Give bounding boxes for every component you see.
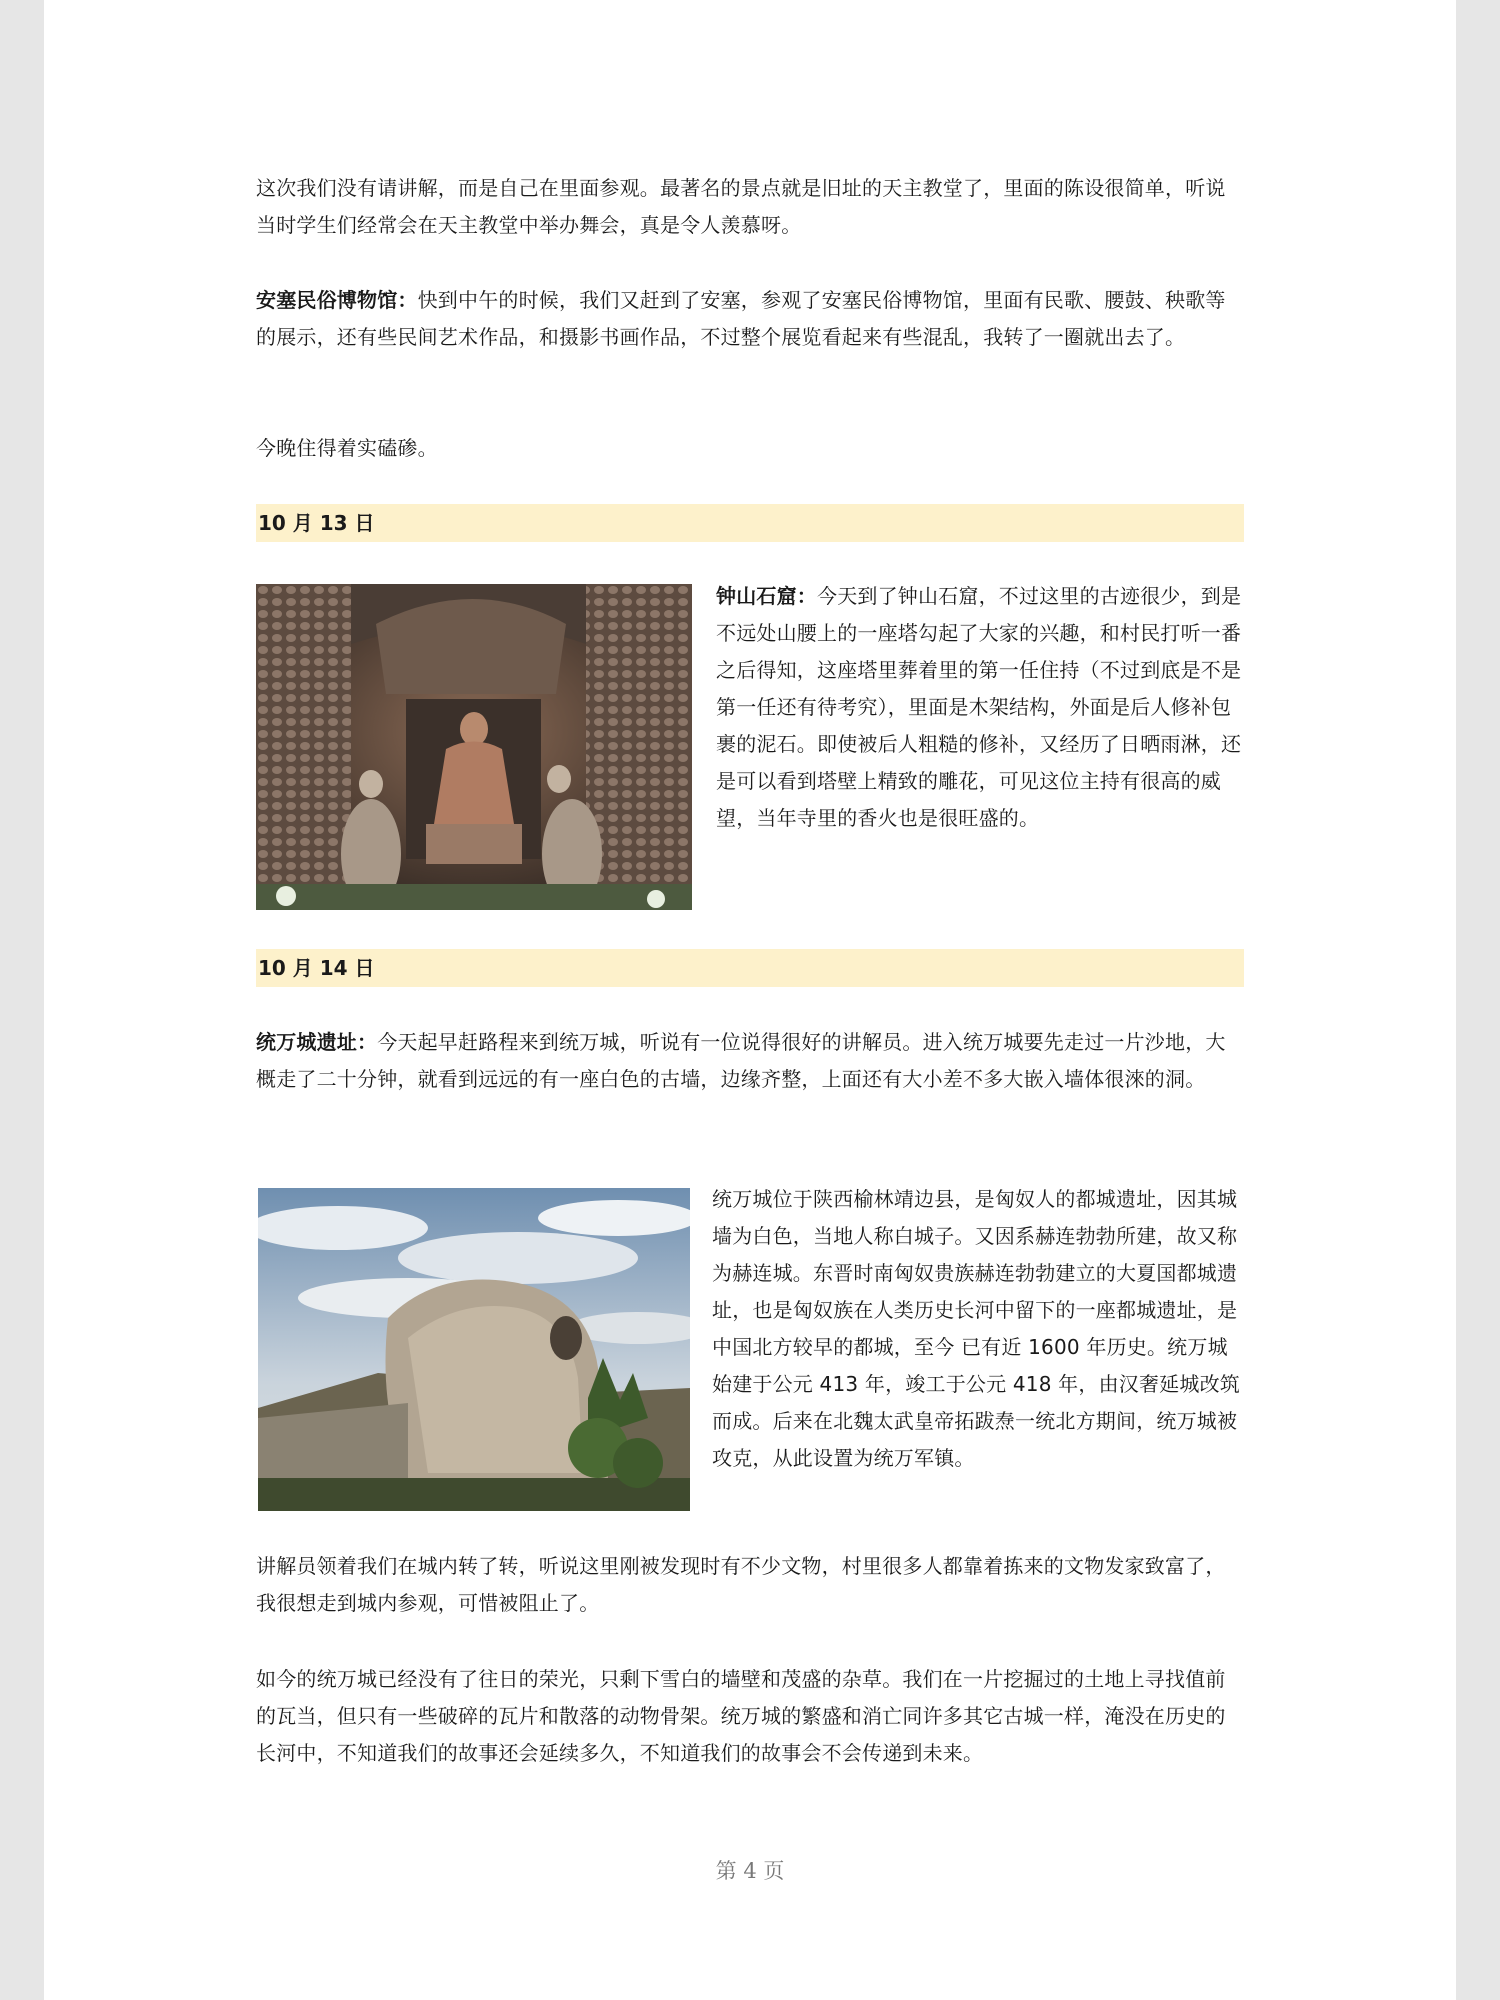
tongwan-history-paragraph: 统万城位于陕西榆林靖边县，是匈奴人的都城遗址，因其城墙为白色，当地人称白城子。又因系赫连勃勃所建，故又称为赫连城。东晋时南匈奴贵族赫连勃勃建立的大夏国都城遗址，也是匈奴族在人类历史长河中留下的一座都城遗址，是中国北方较早的都城，至今 已有近 1600 年历史。统万城始建于公元 413 年，竣工于公元 418 年，由汉奢延城改筑而成。后来在北魏太武皇帝拓跋焘一统北方期间，统万城被攻克，从此设置为统万军镇。 bbox=[712, 1187, 1240, 1470]
guide-paragraph: 讲解员领着我们在城内转了转，听说这里刚被发现时有不少文物，村里很多人都靠着拣来的文物发家致富了，我很想走到城内参观，可惜被阻止了。 bbox=[256, 1554, 1226, 1615]
cave-buddha-photo bbox=[256, 584, 692, 910]
date-heading-oct13: 10 月 13 日 bbox=[256, 504, 1244, 542]
intro-paragraph: 这次我们没有请讲解，而是自己在里面参观。最著名的景点就是旧址的天主教堂了，里面的陈设很简单，听说当时学生们经常会在天主教堂中举办舞会，真是令人羡慕呀。 bbox=[256, 176, 1226, 237]
zhongshan-paragraph bbox=[716, 578, 1244, 837]
zhongshan-text: 今天到了钟山石窟，不过这里的古迹很少，到是不远处山腰上的一座塔勾起了大家的兴趣，和村民打听一番之后得知，这座塔里葬着里的第一任住持（不过到底是不是第一任还有待考究），里面是木架结构，外面是后人修补包裹的泥石。即使被后人粗糙的修补，又经历了日晒雨淋，还是可以看到塔壁上精致的雕花，可见这位主持有很高的威望，当年寺里的香火也是很旺盛的。 bbox=[716, 584, 1242, 830]
date-heading-oct14: 10 月 14 日 bbox=[256, 949, 1244, 987]
museum-text: 快到中午的时候，我们又赶到了安塞，参观了安塞民俗博物馆，里面有民歌、腰鼓、秧歌等的展示，还有些民间艺术作品，和摄影书画作品，不过整个展览看起来有些混乱，我转了一圈就出去了。 bbox=[256, 288, 1226, 349]
tongwan-ruins-photo bbox=[258, 1188, 690, 1511]
museum-paragraph bbox=[256, 282, 1244, 356]
document-page bbox=[44, 0, 1456, 2000]
tongwan-paragraph bbox=[256, 1024, 1244, 1098]
night-paragraph: 今晚住得着实磕碜。 bbox=[256, 436, 438, 460]
tongwan-text: 今天起早赶路程来到统万城，听说有一位说得很好的讲解员。进入统万城要先走过一片沙地，大概走了二十分钟，就看到远远的有一座白色的古墙，边缘齐整，上面还有大小差不多大嵌入墙体很淶的洞。 bbox=[256, 1030, 1226, 1091]
zhongshan-heading: 钟山石窟： bbox=[716, 584, 817, 608]
reflection-paragraph: 如今的统万城已经没有了往日的荣光，只剩下雪白的墙壁和茂盛的杂草。我们在一片挖掘过的土地上寻找值前的瓦当，但只有一些破碎的瓦片和散落的动物骨架。统万城的繁盛和消亡同许多其它古城一样，淹没在历史的长河中，不知道我们的故事还会延续多久，不知道我们的故事会不会传递到未来。 bbox=[256, 1667, 1226, 1765]
museum-heading: 安塞民俗博物馆： bbox=[256, 288, 418, 312]
tongwan-heading: 统万城遗址： bbox=[256, 1030, 378, 1054]
page-number: 第 4 页 bbox=[715, 1859, 785, 1883]
